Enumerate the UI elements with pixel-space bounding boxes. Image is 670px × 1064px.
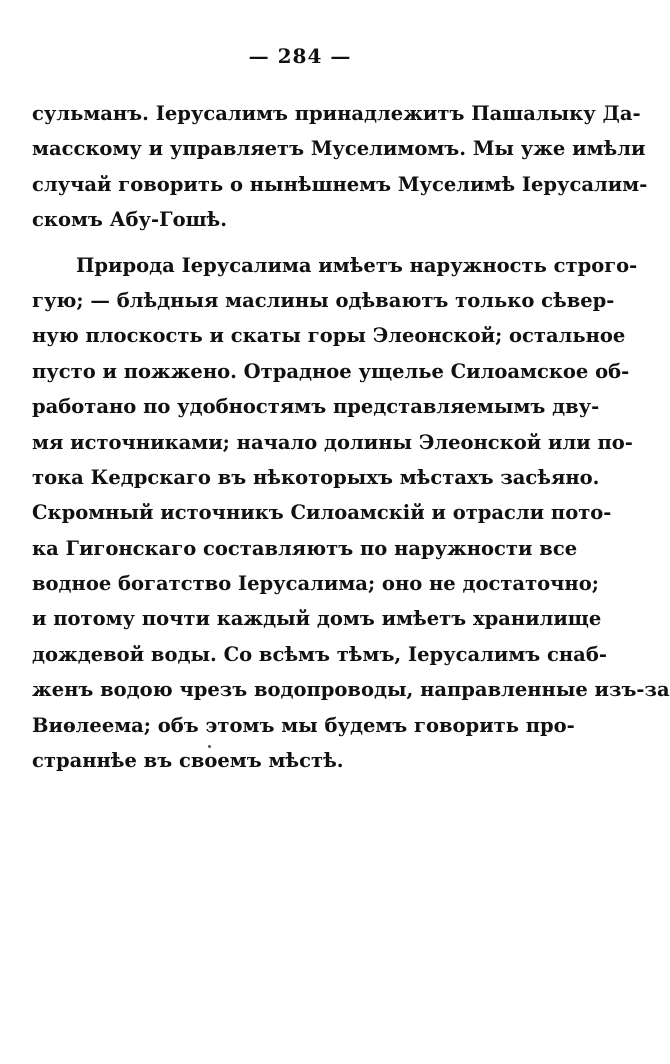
text-line: тока Кедрскаго въ нѣкоторыхъ мѣстахъ засѣяно. [32,465,600,489]
paragraph-2 [32,248,670,779]
text-line: масскому и управляетъ Муселимомъ. Мы уже имѣли [32,137,646,161]
text-line: водное богатство Іерусалима; оно не достаточно; [32,572,599,596]
page-number: — 284 — [248,44,352,68]
text-line: женъ водою чрезъ водопроводы, направленные изъ-за [32,678,670,702]
text-line: и потому почти каждый домъ имѣетъ хранилище [32,607,602,631]
text-line: пусто и пожжено. Отрадное ущелье Силоамское об- [32,359,630,383]
text-line: Виѳлеема; объ этомъ мы будемъ говорить про- [32,713,575,737]
text-line: страннѣе въ своемъ мѣстѣ. [32,749,344,773]
text-line: мя источниками; начало долины Элеонской или по- [32,430,633,454]
text-line: Природа Іерусалима имѣетъ наружность строго- [76,253,638,277]
text-line: гую; — блѣдныя маслины одѣваютъ только сѣвер- [32,288,615,312]
ink-speck [208,745,211,748]
text-line: случай говорить о нынѣшнемъ Муселимѣ Іерусалим- [32,172,648,196]
paragraph-gap [32,238,572,248]
text-line: работано по удобностямъ представляемымъ дву- [32,395,600,419]
text-line: Скромный источникъ Силоамскій и отрасли пото- [32,501,612,525]
text-line: дождевой воды. Со всѣмъ тѣмъ, Іерусалимъ снаб- [32,642,607,666]
text-line: сульманъ. Іерусалимъ принадлежитъ Пашалыку Да- [32,102,641,125]
text-line: ную плоскость и скаты горы Элеонской; остальное [32,324,626,348]
paragraph-1 [32,96,648,238]
body-text [32,96,670,778]
text-line: скомъ Абу-Гошѣ. [32,208,228,232]
text-line: ка Гигонскаго составляютъ по наружности все [32,536,578,560]
